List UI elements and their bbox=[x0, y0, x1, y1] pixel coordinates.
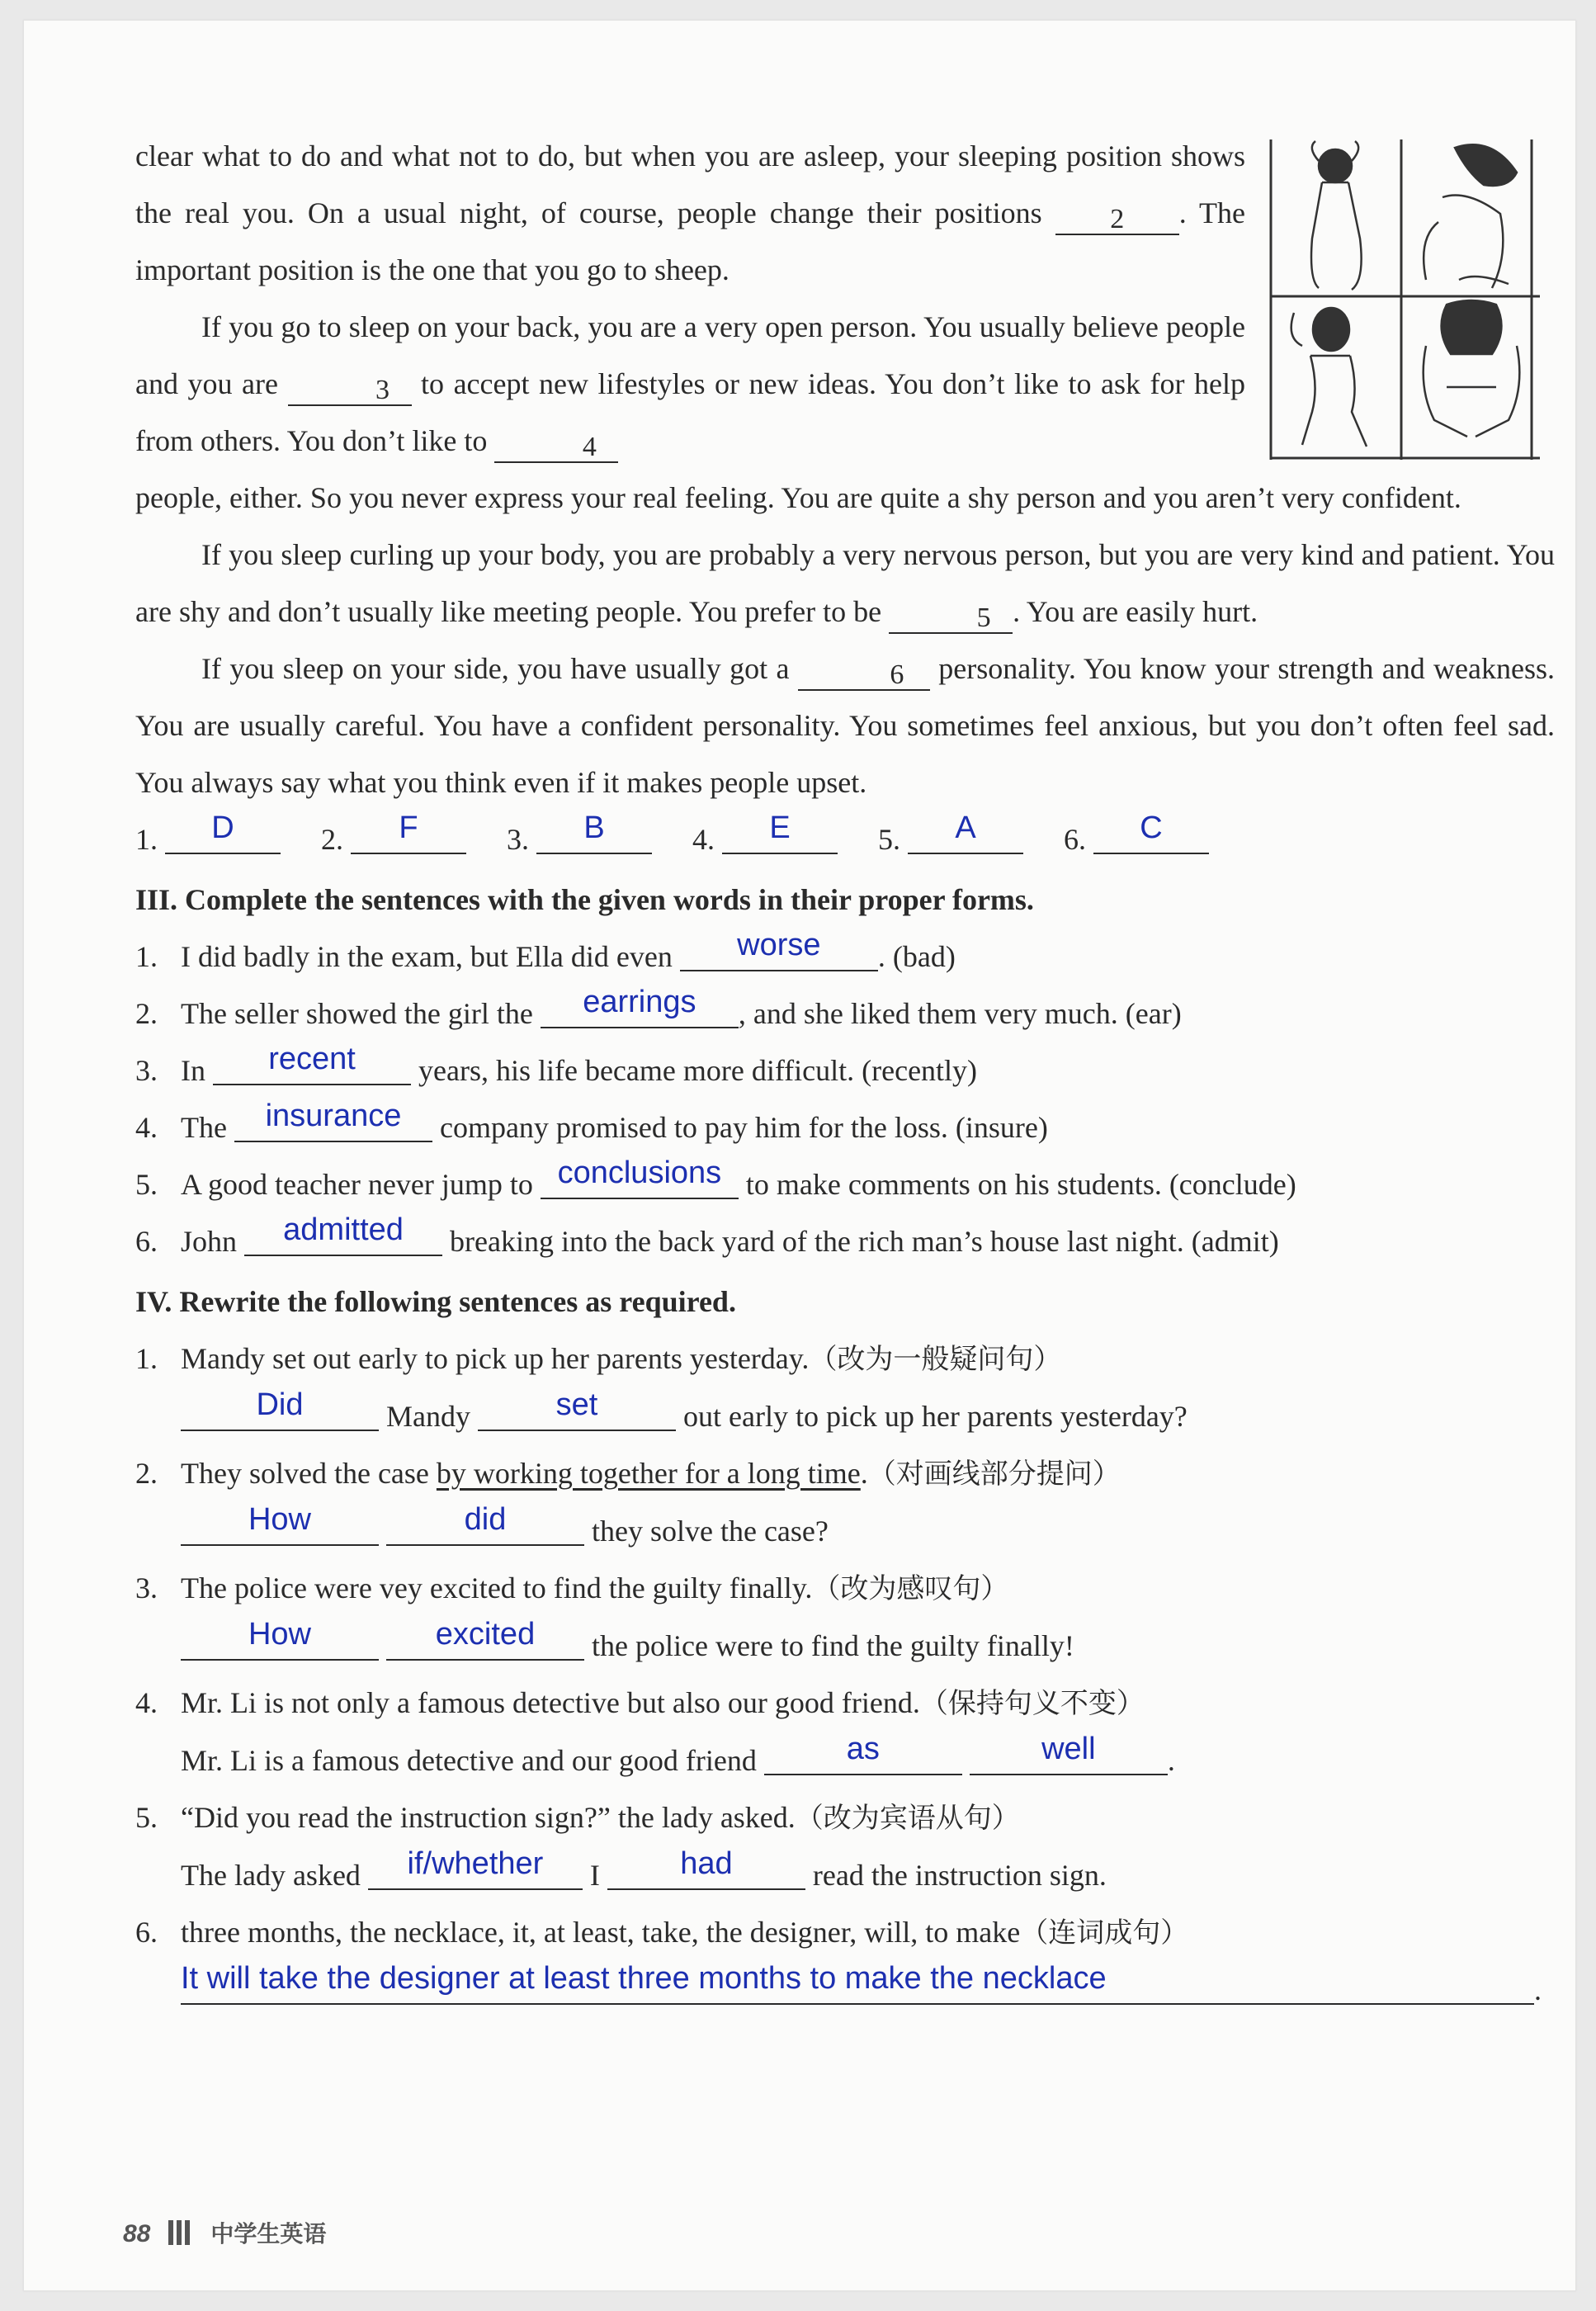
s4-q6-answer: It will take the designer at least three months to make the necklace . bbox=[181, 1961, 1542, 2006]
s3-answer-blank[interactable]: earrings bbox=[541, 995, 739, 1028]
s4-q2: 2. They solved the case by working together for a long time.（对画线部分提问） bbox=[135, 1457, 1121, 1491]
answer-blank[interactable]: B bbox=[536, 821, 652, 854]
page-footer bbox=[123, 2216, 326, 2249]
s3-item-2: 2. The seller showed the girl the earrings , and she liked them very much. (ear) bbox=[135, 985, 1182, 1030]
s4-q4-answer: Mr. Li is a famous detective and our good friend as well . bbox=[181, 1732, 1175, 1777]
answer-blank[interactable]: C bbox=[1093, 821, 1209, 854]
answer-blank[interactable]: E bbox=[722, 821, 838, 854]
blank-5[interactable]: 5 bbox=[889, 601, 1013, 634]
s4-answer-blank[interactable]: as bbox=[764, 1742, 962, 1775]
s3-answer-blank[interactable]: worse bbox=[680, 938, 878, 971]
s3-item-5: 5. A good teacher never jump to conclusions to make comments on his students. (conclude) bbox=[135, 1156, 1296, 1201]
s4-answer-blank[interactable]: if/whether bbox=[368, 1857, 583, 1890]
blank-6[interactable]: 6 bbox=[798, 658, 930, 691]
worksheet-page bbox=[23, 20, 1576, 2291]
section-4-title: IV. Rewrite the following sentences as required. bbox=[135, 1285, 736, 1318]
sleeper-figure-3 bbox=[1291, 308, 1367, 447]
blank-2[interactable]: 2 bbox=[1055, 202, 1179, 235]
s4-q3-answer: How excited the police were to find the guilty finally! bbox=[135, 1618, 1555, 1675]
answer-group: 3. B bbox=[507, 811, 652, 868]
s4-q1: 1. Mandy set out early to pick up her parents yesterday.（改为一般疑问句） bbox=[135, 1342, 1062, 1376]
reading-answers-row bbox=[135, 811, 1555, 868]
page-number: 88 bbox=[123, 2220, 151, 2247]
s4-q6: 6. three months, the necklace, it, at least, take, the designer, will, to make（连词成句） bbox=[135, 1916, 1189, 1949]
s3-item-4: 4. The insurance company promised to pay him for the loss. (insure) bbox=[135, 1099, 1048, 1144]
reading-paragraph-4: If you sleep on your side, you have usually got a 6 personality. You know your strength and weakness. You are usually careful. You have a confident personality. You sometimes feel anxious, but you don’t often feel sad. You always say what you think even if it makes people upset. bbox=[135, 652, 1556, 799]
answer-group: 1. D bbox=[135, 811, 281, 868]
s4-answer-blank[interactable]: had bbox=[607, 1857, 805, 1890]
s3-item-1: 1. I did badly in the exam, but Ella did even worse . (bad) bbox=[135, 928, 956, 973]
publication-title: 中学生英语 bbox=[210, 2220, 327, 2247]
s4-q5-answer: The lady asked if/whether I had read the instruction sign. bbox=[181, 1846, 1107, 1892]
s3-item-3: 3. In recent years, his life became more difficult. (recently) bbox=[135, 1042, 978, 1087]
s4-answer-blank[interactable]: excited bbox=[386, 1628, 584, 1661]
answer-group: 5. A bbox=[878, 811, 1023, 868]
s3-answer-blank[interactable]: admitted bbox=[244, 1223, 442, 1256]
s3-answer-blank[interactable]: insurance bbox=[234, 1109, 432, 1142]
answer-group: 6. C bbox=[1064, 811, 1209, 868]
reading-paragraph-1: clear what to do and what not to do, but when you are asleep, your sleeping position shows the real you. On a usual night, of course, people change their positions 2 . The important position is the one that you go to sheep. bbox=[135, 139, 1246, 286]
s4-q5: 5. “Did you read the instruction sign?” the lady asked.（改为宾语从句） bbox=[135, 1801, 1020, 1835]
s4-answer-blank-long[interactable]: It will take the designer at least three months to make the necklace bbox=[181, 1972, 1534, 2005]
sleeper-figure-2 bbox=[1424, 144, 1517, 288]
s4-q1-answer: Did Mandy set out early to pick up her parents yesterday? bbox=[135, 1388, 1555, 1445]
s3-answer-blank[interactable]: conclusions bbox=[541, 1166, 739, 1199]
answer-blank[interactable]: F bbox=[351, 821, 466, 854]
blank-3[interactable]: 3 bbox=[288, 373, 412, 406]
reading-paragraph-2-cont: people, either. So you never express your real feeling. You are quite a shy person and you aren’t very confident. bbox=[135, 481, 1461, 514]
sleeper-figure-4 bbox=[1424, 300, 1520, 437]
reading-paragraph-3: If you sleep curling up your body, you are probably a very nervous person, but you are very kind and patient. You are shy and don’t usually like meeting people. You prefer to be 5 . You are easily hurt. bbox=[135, 538, 1555, 633]
s4-q4: 4. Mr. Li is not only a famous detective but also our good friend.（保持句义不变） bbox=[135, 1686, 1145, 1720]
s4-answer-blank[interactable]: did bbox=[386, 1513, 584, 1546]
answer-blank[interactable]: A bbox=[908, 821, 1023, 854]
s4-q2-answer: How did they solve the case? bbox=[135, 1503, 1555, 1560]
sleeping-positions-illustration bbox=[1261, 139, 1542, 460]
sleeping-positions-svg bbox=[1261, 139, 1542, 460]
answer-blank[interactable]: D bbox=[165, 821, 281, 854]
s4-answer-blank[interactable]: set bbox=[478, 1398, 676, 1431]
s4-answer-blank[interactable]: well bbox=[970, 1742, 1168, 1775]
s4-answer-blank[interactable]: How bbox=[181, 1628, 379, 1661]
footer-bars-icon bbox=[168, 2220, 193, 2248]
reading-paragraph-2: If you go to sleep on your back, you are a very open person. You usually believe people and you are 3 to accept new lifestyles or new ideas. You don’t like to ask for help from others. You don’t like to 4 bbox=[135, 310, 1245, 462]
s4-answer-blank[interactable]: How bbox=[181, 1513, 379, 1546]
s3-answer-blank[interactable]: recent bbox=[213, 1052, 411, 1085]
answer-group: 2. F bbox=[321, 811, 466, 868]
blank-4[interactable]: 4 bbox=[494, 430, 618, 463]
s4-q3: 3. The police were vey excited to find the guilty finally.（改为感叹句） bbox=[135, 1571, 1009, 1605]
s3-item-6: 6. John admitted breaking into the back yard of the rich man’s house last night. (admit) bbox=[135, 1212, 1279, 1258]
sleeper-figure-1 bbox=[1311, 141, 1362, 290]
answer-group: 4. E bbox=[692, 811, 838, 868]
section-3-title: III. Complete the sentences with the given words in their proper forms. bbox=[135, 883, 1034, 916]
s4-answer-blank[interactable]: Did bbox=[181, 1398, 379, 1431]
